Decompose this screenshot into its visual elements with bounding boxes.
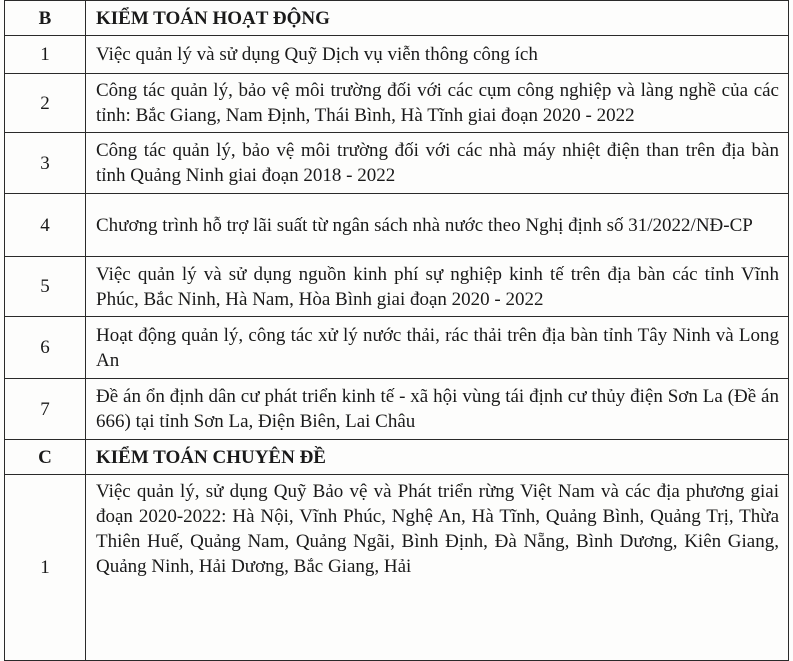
table-row	[5, 74, 789, 133]
section-code: B	[5, 1, 86, 36]
table-row	[5, 36, 789, 74]
row-description: Việc quản lý và sử dụng nguồn kinh phí sự nghiệp kinh tế trên địa bàn các tỉnh Vĩnh Phúc, Bắc Ninh, Hà Nam, Hòa Bình giai đoạn 2020 - 2022	[86, 257, 789, 317]
row-description: Việc quản lý, sử dụng Quỹ Bảo vệ và Phát triển rừng Việt Nam và các địa phương giai đoạn 2020-2022: Hà Nội, Vĩnh Phúc, Nghệ An, Hà Tĩnh, Quảng Bình, Quảng Trị, Thừa Thiên Huế, Quảng Nam, Quảng Ngãi, Bình Định, Đà Nẵng, Bình Dương, Kiên Giang, Quảng Ninh, Hải Dương, Bắc Giang, Hải	[86, 475, 789, 661]
table-row	[5, 379, 789, 440]
section-title: KIỂM TOÁN HOẠT ĐỘNG	[86, 1, 789, 36]
section-code: C	[5, 440, 86, 475]
section-header-b	[5, 1, 789, 36]
row-description: Công tác quản lý, bảo vệ môi trường đối với các cụm công nghiệp và làng nghề của các tỉnh: Bắc Giang, Nam Định, Thái Bình, Hà Tĩnh giai đoạn 2020 - 2022	[86, 74, 789, 133]
audit-plan-table	[4, 0, 789, 661]
row-number: 4	[5, 194, 86, 257]
row-number: 6	[5, 317, 86, 379]
table-row	[5, 194, 789, 257]
table-row	[5, 317, 789, 379]
section-header-c	[5, 440, 789, 475]
row-description: Việc quản lý và sử dụng Quỹ Dịch vụ viễn thông công ích	[86, 36, 789, 74]
section-title: KIỂM TOÁN CHUYÊN ĐỀ	[86, 440, 789, 475]
row-number: 1	[5, 475, 86, 661]
row-number: 3	[5, 133, 86, 194]
row-number: 7	[5, 379, 86, 440]
row-number: 2	[5, 74, 86, 133]
table-row	[5, 475, 789, 661]
row-description: Chương trình hỗ trợ lãi suất từ ngân sách nhà nước theo Nghị định số 31/2022/NĐ-CP	[86, 194, 789, 257]
row-description: Công tác quản lý, bảo vệ môi trường đối với các nhà máy nhiệt điện than trên địa bàn tỉnh Quảng Ninh giai đoạn 2018 - 2022	[86, 133, 789, 194]
row-description: Đề án ổn định dân cư phát triển kinh tế - xã hội vùng tái định cư thủy điện Sơn La (Đề án 666) tại tỉnh Sơn La, Điện Biên, Lai Châu	[86, 379, 789, 440]
row-description: Hoạt động quản lý, công tác xử lý nước thải, rác thải trên địa bàn tỉnh Tây Ninh và Long An	[86, 317, 789, 379]
row-number: 5	[5, 257, 86, 317]
table-row	[5, 257, 789, 317]
table-row	[5, 133, 789, 194]
row-number: 1	[5, 36, 86, 74]
